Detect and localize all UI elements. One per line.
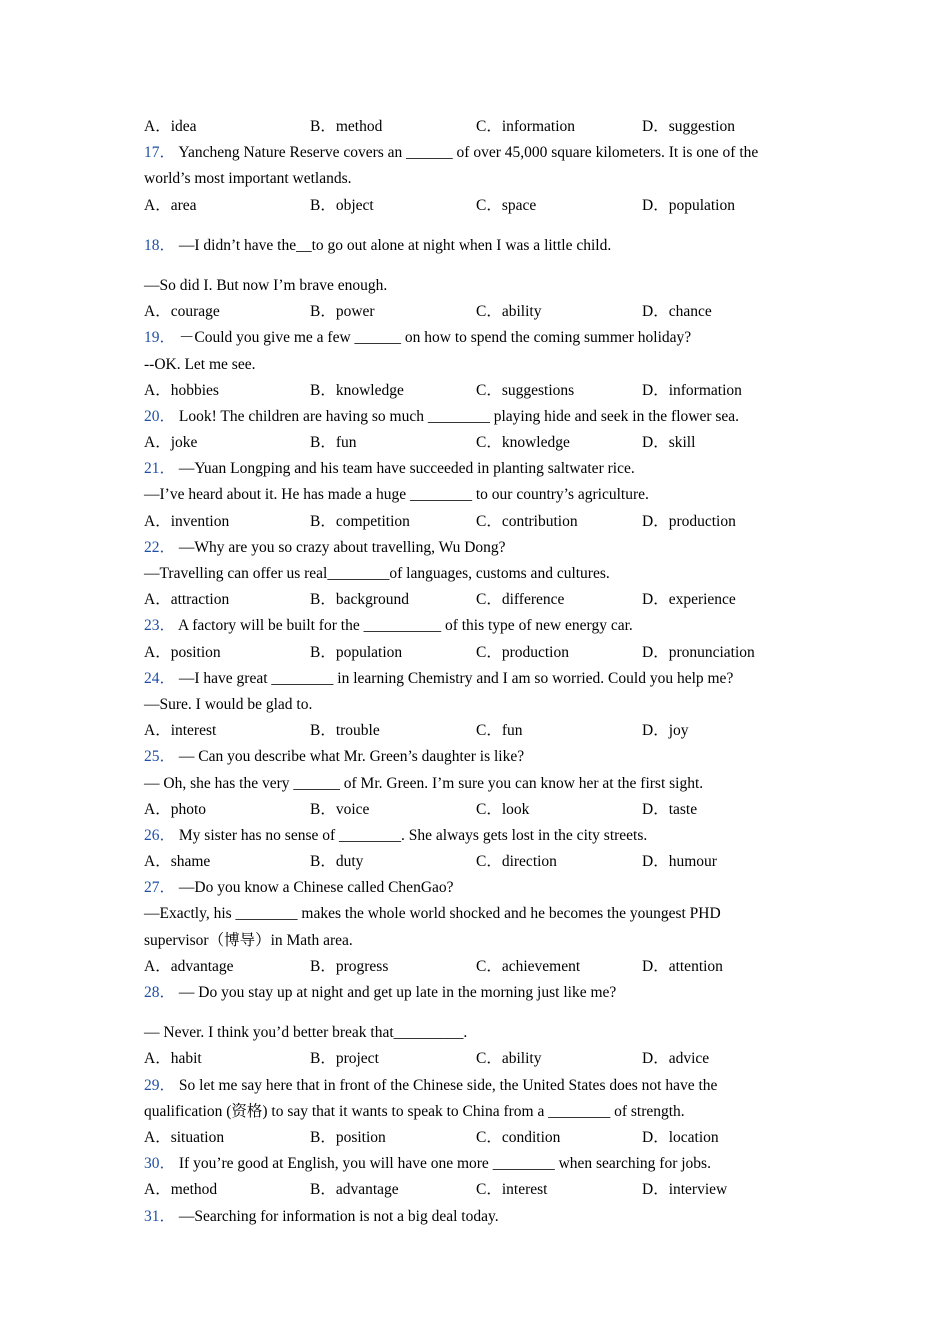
question-line xyxy=(144,744,824,770)
question-text: —Why are you so crazy about travelling, Wu Dong? xyxy=(178,538,506,556)
option: B．background xyxy=(310,591,410,609)
question-line xyxy=(144,692,824,718)
question-line xyxy=(144,456,824,482)
option: B．trouble xyxy=(310,722,380,740)
option: A．idea xyxy=(144,118,197,135)
option: B．power xyxy=(310,303,375,321)
question-line xyxy=(144,352,824,378)
question-text: — Can you describe what Mr. Green’s daughter is like? xyxy=(178,748,525,766)
question-line xyxy=(144,482,824,508)
question-number: 28． xyxy=(144,984,176,1001)
question-text: —Exactly, his ________ makes the whole world shocked and he becomes the youngest PHD xyxy=(144,905,721,923)
question-number: 22． xyxy=(144,538,176,556)
option: D．attention xyxy=(642,957,723,975)
option: A．area xyxy=(144,196,197,214)
question-text: —Do you know a Chinese called ChenGao? xyxy=(178,879,454,897)
option: D．taste xyxy=(642,800,698,818)
question-line xyxy=(144,980,824,1006)
options-row xyxy=(144,1177,824,1203)
question-line xyxy=(144,875,824,901)
option: A．attraction xyxy=(144,591,230,609)
question-text: My sister has no sense of ________. She always gets lost in the city streets. xyxy=(178,826,648,844)
option: C．interest xyxy=(476,1181,548,1199)
question-line xyxy=(144,1151,824,1177)
question-text: --OK. Let me see. xyxy=(144,355,256,373)
question-text: —I’ve heard about it. He has made a huge ________ to our country’s agriculture. xyxy=(144,486,649,504)
question-line xyxy=(144,928,824,954)
question-number: 19． xyxy=(144,329,176,347)
option: A．situation xyxy=(144,1128,225,1146)
option: A．position xyxy=(144,643,221,661)
options-row xyxy=(144,193,824,219)
question-text: world’s most important wetlands. xyxy=(144,170,352,188)
option: A．habit xyxy=(144,1050,202,1068)
option: B．competition xyxy=(310,512,410,530)
option: C．ability xyxy=(476,1050,542,1068)
options-row xyxy=(144,509,824,535)
option: A．interest xyxy=(144,722,217,740)
options-row xyxy=(144,640,824,666)
question-number: 24． xyxy=(144,669,176,687)
option: C．difference xyxy=(476,591,565,609)
option: D．joy xyxy=(642,722,689,740)
option: C．space xyxy=(476,196,537,214)
question-list xyxy=(144,114,824,1230)
option: D．chance xyxy=(642,303,712,321)
question-number: 31． xyxy=(144,1207,176,1225)
option: A．courage xyxy=(144,303,220,321)
option: A．joke xyxy=(144,434,198,452)
options-row xyxy=(144,299,824,325)
option: C．condition xyxy=(476,1128,561,1146)
options-row xyxy=(144,849,824,875)
option: C．suggestions xyxy=(476,381,575,399)
question-line xyxy=(144,901,824,927)
option: D．humour xyxy=(642,853,717,871)
option: A．advantage xyxy=(144,957,234,975)
option: A．method xyxy=(144,1181,218,1199)
question-line xyxy=(144,823,824,849)
question-number: 29． xyxy=(144,1076,176,1094)
question-text: —Yuan Longping and his team have succeeded in planting saltwater rice. xyxy=(178,460,635,478)
question-text: —So did I. But now I’m brave enough. xyxy=(144,276,388,294)
option: B．project xyxy=(310,1050,379,1068)
option: B．knowledge xyxy=(310,381,404,399)
option: C．ability xyxy=(476,303,542,321)
option: B．method xyxy=(310,118,383,135)
question-text: A factory will be built for the __________ of this type of new energy car. xyxy=(178,617,633,635)
question-text: —Sure. I would be glad to. xyxy=(144,695,313,713)
question-text: Look! The children are having so much ________ playing hide and seek in the flower sea. xyxy=(178,407,740,425)
question-number: 27． xyxy=(144,879,176,897)
options-row xyxy=(144,378,824,404)
question-text: —Searching for information is not a big deal today. xyxy=(178,1207,499,1225)
option: A．photo xyxy=(144,800,207,818)
options-row xyxy=(144,1125,824,1151)
option: B．population xyxy=(310,643,403,661)
options-row xyxy=(144,587,824,613)
question-line xyxy=(144,325,824,351)
question-text: — Do you stay up at night and get up late in the morning just like me? xyxy=(178,984,617,1001)
option: A．invention xyxy=(144,512,230,530)
option: A．shame xyxy=(144,853,211,871)
option: B．position xyxy=(310,1128,386,1146)
question-number: 23． xyxy=(144,617,176,635)
question-text: qualification (资格) to say that it wants to speak to China from a ________ of strength. xyxy=(144,1102,685,1120)
question-line xyxy=(144,666,824,692)
question-number: 20． xyxy=(144,407,176,425)
option: C．knowledge xyxy=(476,434,570,452)
question-line xyxy=(144,561,824,587)
question-text: Yancheng Nature Reserve covers an ______ of over 45,000 square kilometers. It is one of the xyxy=(178,144,759,162)
question-number: 25． xyxy=(144,748,176,766)
option: C．information xyxy=(476,118,576,135)
option: B．object xyxy=(310,196,374,214)
question-number: 17． xyxy=(144,144,176,162)
option: D．interview xyxy=(642,1181,728,1199)
option: C．fun xyxy=(476,722,523,740)
option: B．voice xyxy=(310,800,370,818)
question-text: — Oh, she has the very ______ of Mr. Green. I’m sure you can know her at the first sight. xyxy=(144,774,704,792)
option: C．direction xyxy=(476,853,557,871)
option: D．production xyxy=(642,512,736,530)
question-text: — Never. I think you’d better break that_________. xyxy=(144,1024,468,1042)
question-text: —I have great ________ in learning Chemistry and I am so worried. Could you help me? xyxy=(178,669,734,687)
question-text: If you’re good at English, you will have one more ________ when searching for jobs. xyxy=(178,1155,711,1173)
question-line xyxy=(144,1073,824,1099)
question-text: －Could you give me a few ______ on how to spend the coming summer holiday? xyxy=(178,329,692,347)
question-line xyxy=(144,613,824,639)
option: D．population xyxy=(642,196,735,214)
option: D．advice xyxy=(642,1050,710,1068)
question-line xyxy=(144,273,824,299)
question-number: 26． xyxy=(144,826,176,844)
question-text: So let me say here that in front of the Chinese side, the United States does not have the xyxy=(178,1076,718,1094)
question-number: 21． xyxy=(144,460,176,478)
options-row xyxy=(144,954,824,980)
question-line xyxy=(144,1020,824,1046)
option: B．fun xyxy=(310,434,357,452)
option: C．contribution xyxy=(476,512,578,530)
question-line xyxy=(144,771,824,797)
options-row xyxy=(144,1046,824,1072)
question-number: 18． xyxy=(144,236,176,254)
question-text: supervisor（博导）in Math area. xyxy=(144,931,353,949)
question-line xyxy=(144,233,824,259)
option: C．production xyxy=(476,643,569,661)
option: D．pronunciation xyxy=(642,643,755,661)
options-row xyxy=(144,430,824,456)
options-row xyxy=(144,797,824,823)
question-line xyxy=(144,1204,824,1230)
options-row xyxy=(144,718,824,744)
question-line xyxy=(144,166,824,192)
option: D．location xyxy=(642,1128,719,1146)
option: D．skill xyxy=(642,434,696,452)
option: D．information xyxy=(642,381,742,399)
option: D．suggestion xyxy=(642,118,736,135)
option: D．experience xyxy=(642,591,736,609)
option: A．hobbies xyxy=(144,381,219,399)
question-line xyxy=(144,1099,824,1125)
question-line xyxy=(144,535,824,561)
option: C．achievement xyxy=(476,957,581,975)
question-text: —Travelling can offer us real________of languages, customs and cultures. xyxy=(144,565,610,582)
question-text: —I didn’t have the__to go out alone at night when I was a little child. xyxy=(178,236,612,254)
option: B．progress xyxy=(310,957,389,975)
question-line xyxy=(144,404,824,430)
option: C．look xyxy=(476,800,530,818)
option: B．advantage xyxy=(310,1181,399,1199)
question-number: 30． xyxy=(144,1155,176,1173)
option: B．duty xyxy=(310,853,364,871)
question-line xyxy=(144,140,824,166)
options-row xyxy=(144,114,824,140)
